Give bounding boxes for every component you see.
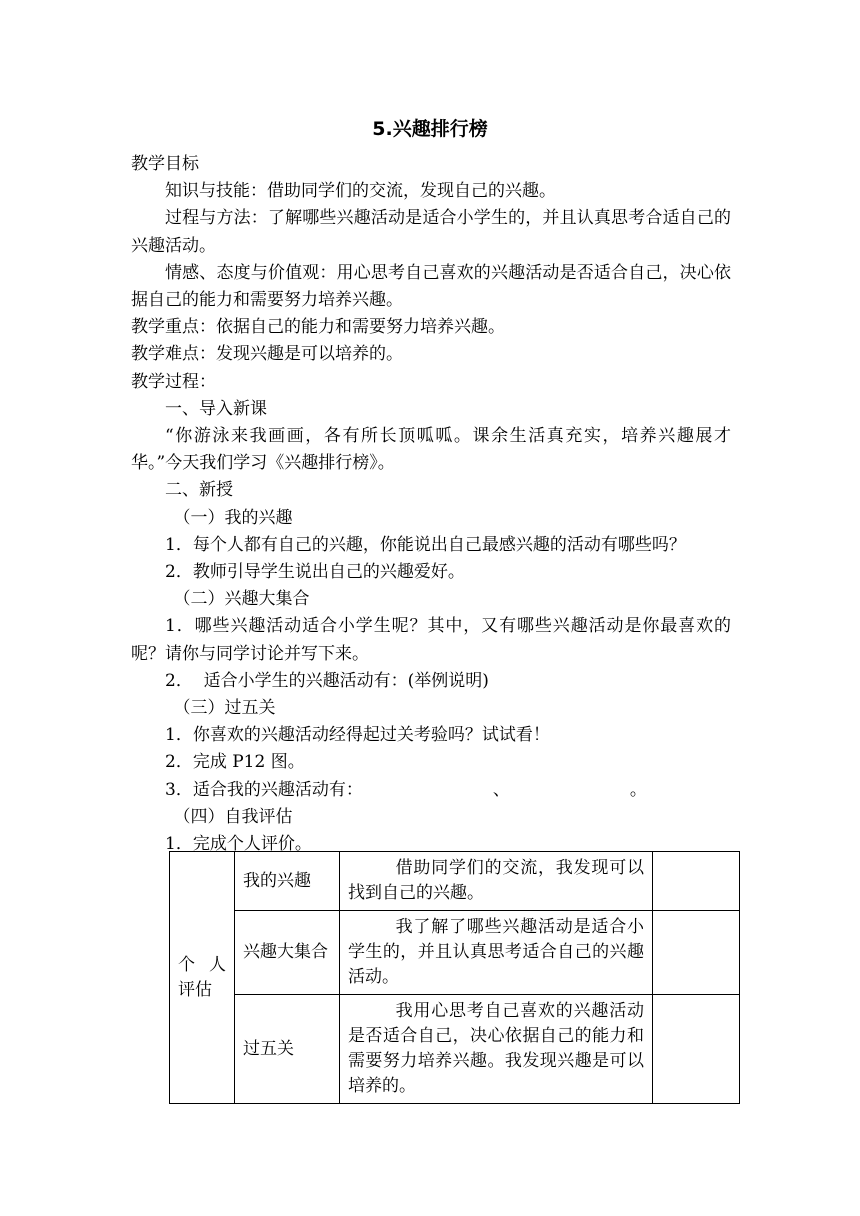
item-cell: 过五关 bbox=[235, 995, 340, 1104]
table-row bbox=[170, 995, 740, 1104]
score-cell bbox=[653, 911, 740, 995]
score-cell bbox=[653, 995, 740, 1104]
process-heading: 教学过程： bbox=[131, 371, 216, 392]
lesson-body bbox=[131, 151, 731, 858]
item-3-separator: 、 bbox=[492, 779, 510, 800]
objective-knowledge: 知识与技能：借助同学们的交流，发现自己的兴趣。 bbox=[165, 181, 556, 202]
desc-cell bbox=[340, 995, 653, 1104]
desc-cell bbox=[340, 911, 653, 995]
group-label-cell: 个 人评估 bbox=[170, 852, 235, 1104]
section-2-item-1: 1．哪些兴趣活动适合小学生呢？其中，又有哪些兴趣活动是你最喜欢的呢？请你与同学讨论并写下来。 bbox=[131, 616, 731, 664]
section-3-item-2: 2．完成 P12 图。 bbox=[165, 752, 305, 773]
desc-text: 我了解了哪些兴趣活动是适合小学生的，并且认真思考适合自己的兴趣活动。 bbox=[348, 917, 644, 987]
section-1-item-1: 1．每个人都有自己的兴趣，你能说出自己最感兴趣的活动有哪些吗？ bbox=[165, 534, 686, 555]
section-2-item-2: 2． 适合小学生的兴趣活动有：(举例说明) bbox=[165, 670, 489, 691]
section-4-item-1: 1．完成个人评价。 bbox=[165, 834, 312, 855]
item-cell: 兴趣大集合 bbox=[235, 911, 340, 995]
lesson-title: 5.兴趣排行榜 bbox=[372, 118, 488, 140]
desc-text: 借助同学们的交流，我发现可以找到自己的兴趣。 bbox=[348, 858, 644, 903]
difficulty: 教学难点：发现兴趣是可以培养的。 bbox=[131, 344, 403, 365]
section-3-heading: （三）过五关 bbox=[173, 698, 276, 719]
section-4-heading: （四）自我评估 bbox=[173, 806, 293, 827]
step-2-heading: 二、新授 bbox=[165, 480, 233, 501]
section-2-heading: （二）兴趣大集合 bbox=[173, 589, 310, 610]
item-3-end: 。 bbox=[629, 779, 647, 800]
step-1-text: “你游泳来我画画，各有所长顶呱呱。课余生活真充实，培养兴趣展才华。”今天我们学习《兴趣排行榜》。 bbox=[131, 426, 731, 474]
objective-process: 过程与方法：了解哪些兴趣活动是适合小学生的，并且认真思考合适自己的兴趣活动。 bbox=[131, 208, 731, 256]
step-1-heading: 一、导入新课 bbox=[165, 398, 267, 419]
section-1-item-2: 2．教师引导学生说出自己的兴趣爱好。 bbox=[165, 562, 465, 583]
objective-emotion: 情感、态度与价值观：用心思考自己喜欢的兴趣活动是否适合自己，决心依据自己的能力和需要努力培养兴趣。 bbox=[131, 262, 731, 311]
table-row bbox=[170, 852, 740, 911]
table-row bbox=[170, 911, 740, 995]
desc-cell bbox=[340, 852, 653, 911]
item-cell: 我的兴趣 bbox=[235, 852, 340, 911]
item-3-prefix: 3．适合我的兴趣活动有： bbox=[165, 779, 363, 800]
score-cell bbox=[653, 852, 740, 911]
section-3-item-1: 1．你喜欢的兴趣活动经得起过关考验吗？试试看！ bbox=[165, 725, 550, 746]
evaluation-table bbox=[169, 851, 740, 1104]
section-3-item-3 bbox=[131, 777, 731, 804]
objectives-heading: 教学目标 bbox=[131, 154, 199, 174]
section-1-heading: （一）我的兴趣 bbox=[173, 507, 293, 528]
desc-text: 我用心思考自己喜欢的兴趣活动是否适合自己，决心依据自己的能力和需要努力培养兴趣。我发现兴趣是可以培养的。 bbox=[348, 1001, 644, 1096]
key-point: 教学重点：依据自己的能力和需要努力培养兴趣。 bbox=[131, 317, 505, 338]
